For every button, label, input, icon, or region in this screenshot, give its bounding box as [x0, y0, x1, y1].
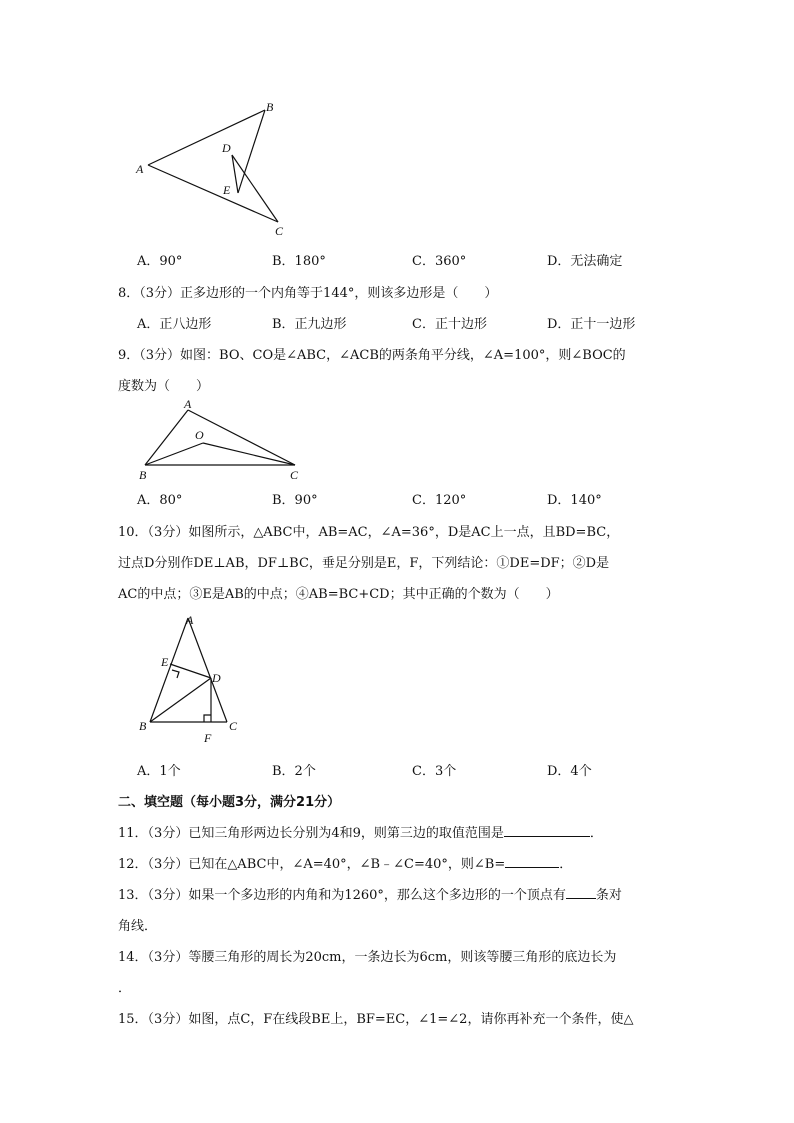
q10-label-a: A	[186, 613, 194, 627]
q15-stem-line1: 15．（3分）如图，点C，F在线段BE上，BF=EC，∠1=∠2，请你再补充一个条件，使△	[118, 1012, 634, 1027]
q7-label-c: C	[275, 224, 284, 238]
q7-label-a: A	[136, 162, 144, 176]
q9-option-d: D．140°	[547, 493, 602, 508]
q13-stem-line1-end: 条对	[595, 888, 622, 903]
q7-label-e: E	[223, 183, 231, 197]
q9-segment-oc	[203, 443, 295, 465]
q9-figure	[130, 395, 310, 485]
q9-stem-line1: 9．（3分）如图：BO、CO是∠ABC，∠ACB的两条角平分线，∠A=100°，则∠BOC的	[118, 348, 626, 363]
q7-option-d: D．无法确定	[547, 254, 623, 269]
q10-stem-line1: 10．（3分）如图所示，△ABC中，AB=AC，∠A=36°，D是AC上一点，且BD=BC，	[118, 525, 620, 540]
q13-line1	[118, 884, 622, 903]
q7-segment-be	[238, 110, 265, 193]
q14-stem-line1: 14．（3分）等腰三角形的周长为20cm，一条边长为6cm，则该等腰三角形的底边长为	[118, 950, 617, 965]
q10-segment-ab	[150, 618, 188, 722]
q12-stem: 12．（3分）已知在△ABC中，∠A=40°，∠B﹣∠C=40°，则∠B=	[118, 857, 506, 872]
q9-option-c: C．120°	[412, 493, 467, 508]
q9-label-c: C	[290, 468, 299, 482]
q8-option-c: C．正十边形	[412, 317, 487, 332]
q7-label-b: B	[266, 100, 274, 114]
q9-stem-line2: 度数为（ ）	[118, 379, 210, 394]
q10-figure	[130, 610, 250, 750]
q7-segment-ab	[148, 110, 265, 165]
q12-end: ．	[559, 857, 573, 872]
q10-label-c: C	[229, 719, 238, 733]
q13-stem-line1: 13．（3分）如果一个多边形的内角和为1260°，那么这个多边形的一个顶点有	[118, 888, 566, 903]
q10-option-b: B．2个	[272, 764, 316, 779]
q11-end: ．	[589, 826, 603, 841]
q13-answer-blank	[566, 885, 596, 899]
q10-right-angle-e	[172, 670, 179, 678]
q10-segment-bd	[150, 678, 211, 722]
q10-label-e: E	[161, 655, 169, 669]
section-2-title: 二、填空题（每小题3分，满分21分）	[118, 795, 341, 810]
q9-segment-ac	[188, 410, 295, 465]
q7-option-b: B．180°	[272, 254, 326, 269]
q11-line	[118, 822, 603, 841]
q7-option-a: A．90°	[137, 254, 183, 269]
q8-stem: 8．（3分）正多边形的一个内角等于144°，则该多边形是（ ）	[118, 286, 498, 301]
q9-option-a: A．80°	[137, 493, 183, 508]
q10-option-a: A．1个	[137, 764, 181, 779]
q10-segment-ac	[188, 618, 227, 722]
q7-segment-ed	[232, 155, 238, 193]
q8-option-d: D．正十一边形	[547, 317, 636, 332]
q10-option-d: D．4个	[547, 764, 592, 779]
q13-stem-line2: 角线．	[118, 919, 158, 934]
q7-label-d: D	[222, 141, 231, 155]
q9-option-b: B．90°	[272, 493, 318, 508]
q10-label-f: F	[204, 731, 212, 745]
q10-right-angle-f	[204, 715, 211, 722]
q7-option-c: C．360°	[412, 254, 467, 269]
q12-line	[118, 853, 572, 872]
q8-option-a: A．正八边形	[137, 317, 212, 332]
q10-stem-line3: AC的中点；③E是AB的中点；④AB=BC+CD；其中正确的个数为（ ）	[118, 587, 559, 602]
q11-answer-blank	[504, 823, 590, 837]
q9-label-a: A	[184, 397, 192, 411]
q7-figure	[130, 95, 300, 240]
q10-option-c: C．3个	[412, 764, 457, 779]
q10-stem-line2: 过点D分别作DE⊥AB，DF⊥BC，垂足分别是E，F，下列结论：①DE=DF；②D是	[118, 556, 610, 571]
q10-label-d: D	[212, 671, 221, 685]
q14-stem-line2: ．	[118, 981, 132, 996]
q9-label-o: O	[195, 428, 204, 442]
q8-option-b: B．正九边形	[272, 317, 347, 332]
q11-stem: 11．（3分）已知三角形两边长分别为4和9，则第三边的取值范围是	[118, 826, 504, 841]
q12-answer-blank	[505, 854, 559, 868]
q9-label-b: B	[139, 468, 147, 482]
q10-label-b: B	[139, 719, 147, 733]
